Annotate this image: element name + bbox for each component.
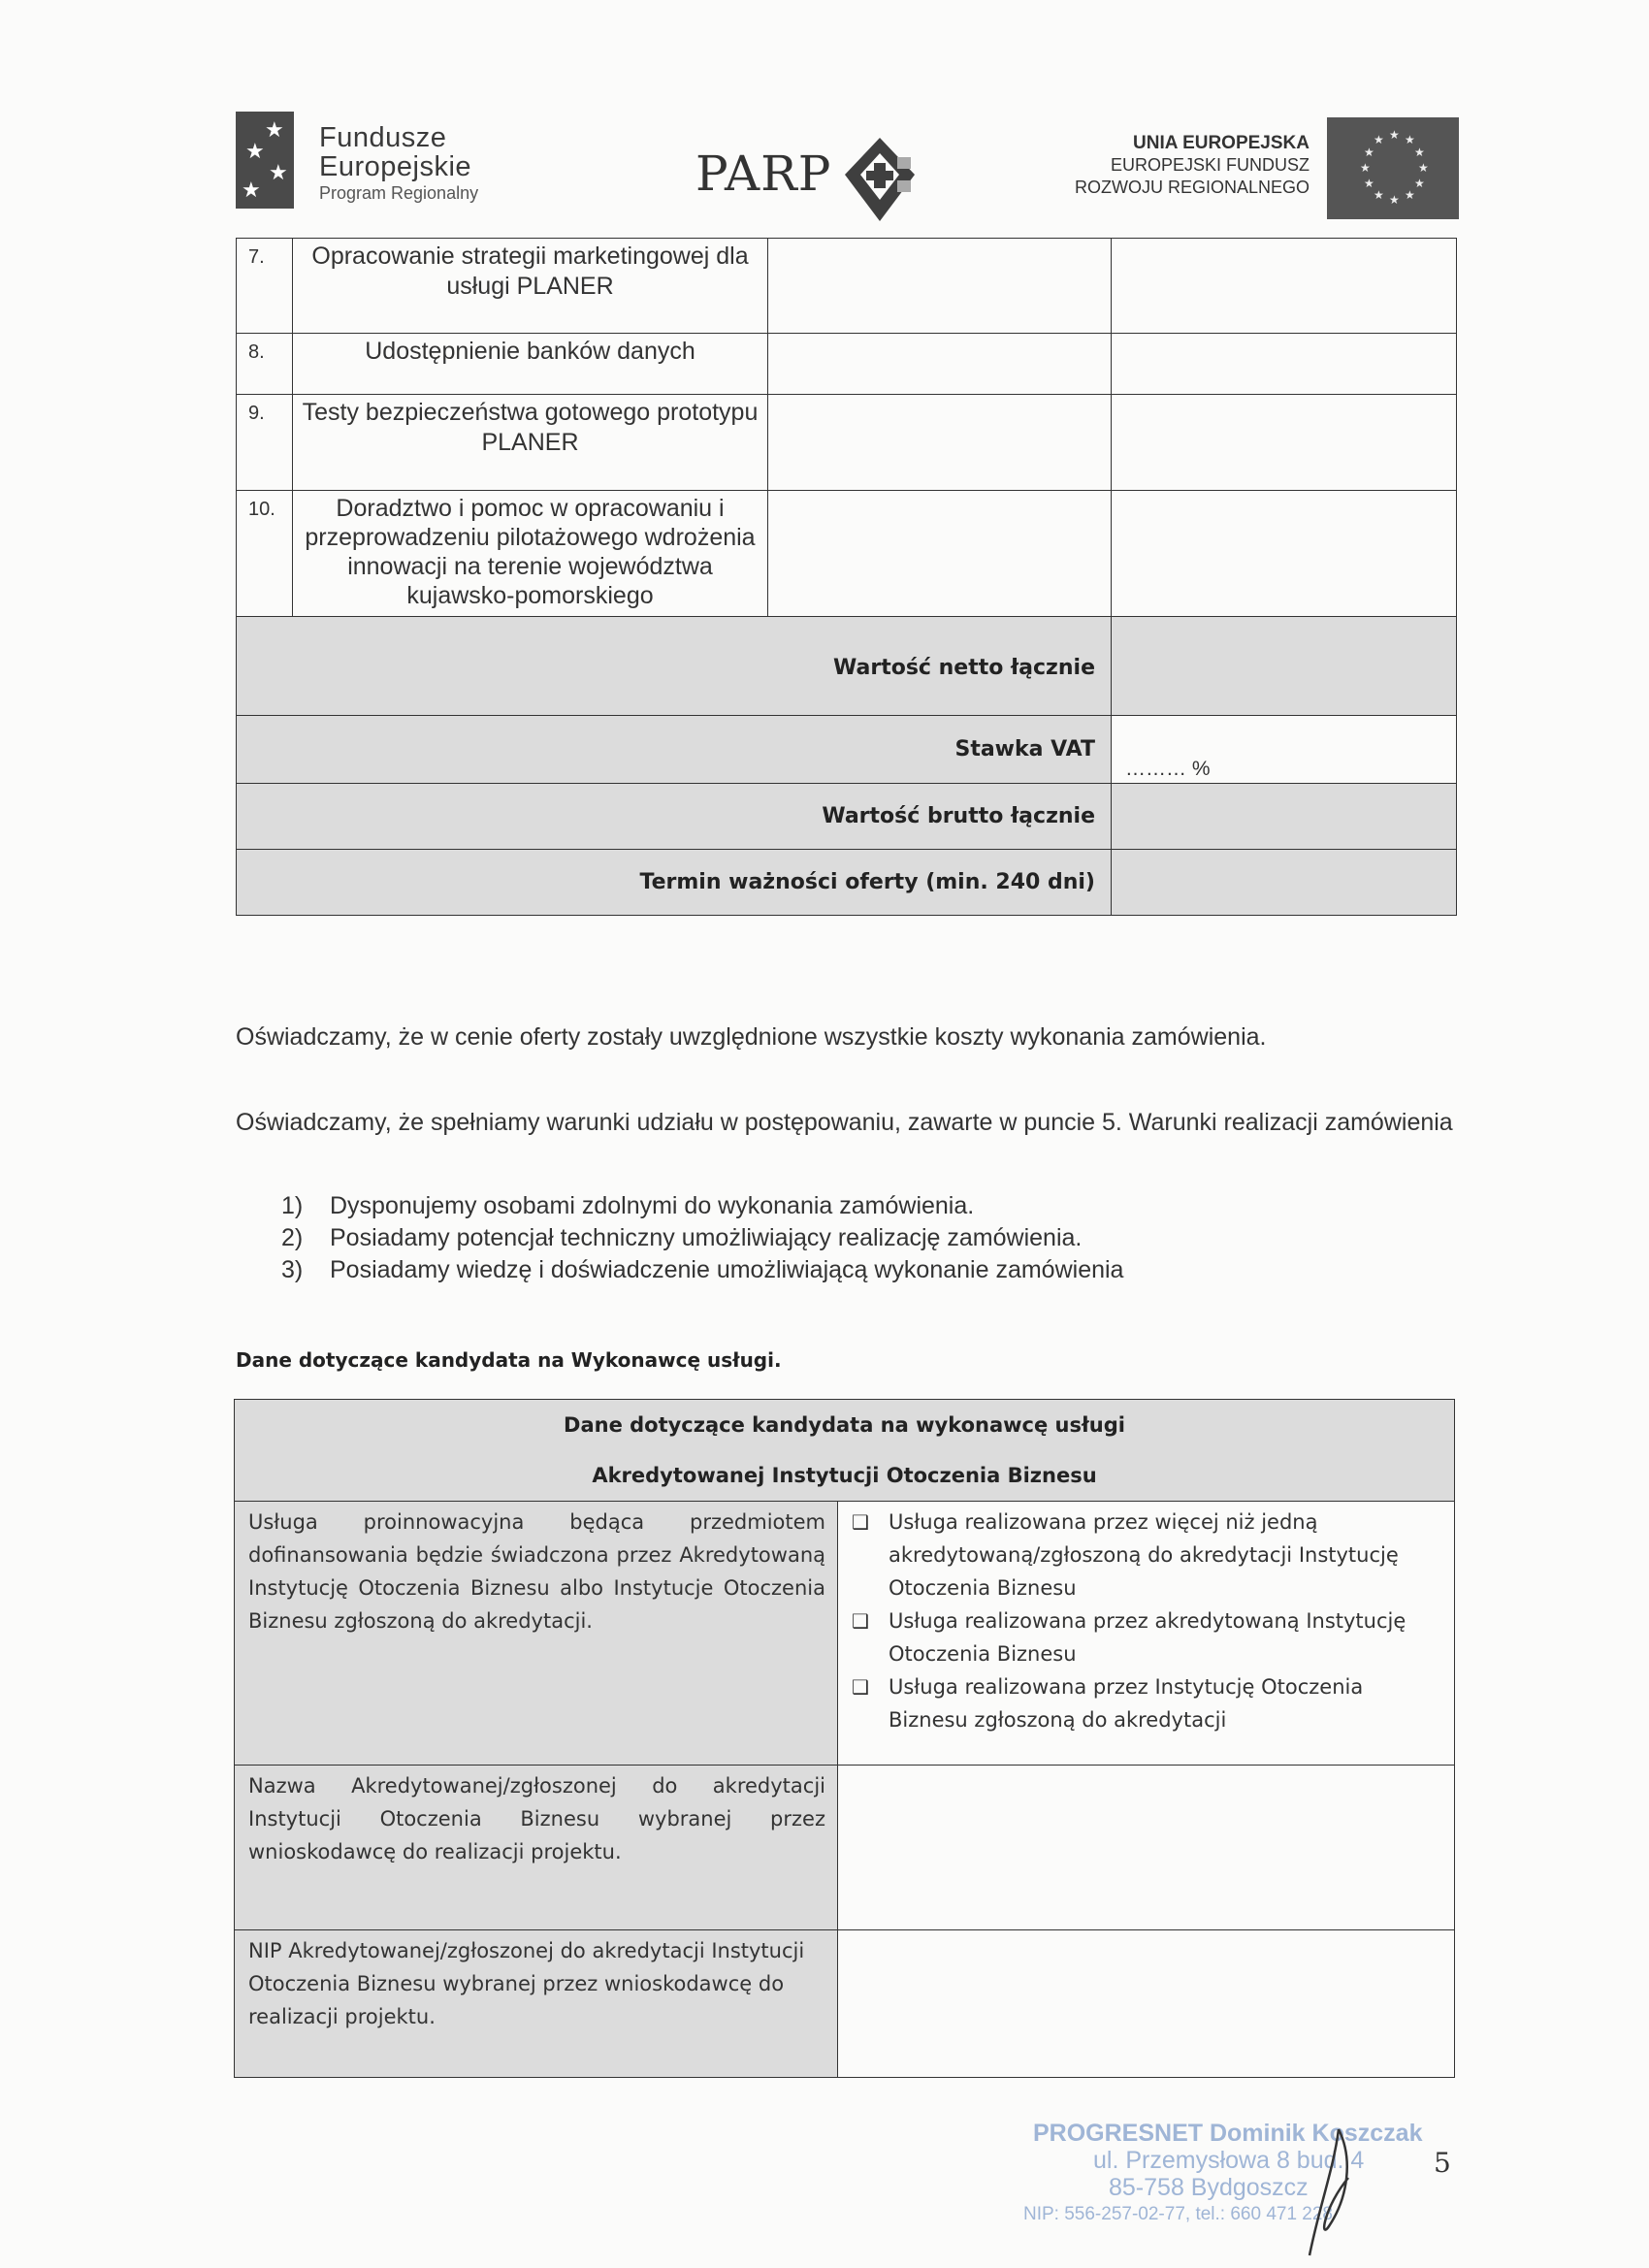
table-row bbox=[235, 1930, 1455, 2078]
eu-line2: EUROPEJSKI FUNDUSZ bbox=[1110, 155, 1310, 175]
parp-logo bbox=[695, 136, 948, 228]
net-price-cell[interactable] bbox=[768, 334, 1112, 395]
net-price-cell[interactable] bbox=[768, 491, 1112, 617]
table-row bbox=[235, 1502, 1455, 1766]
svg-text:★: ★ bbox=[1405, 133, 1415, 146]
svg-text:★: ★ bbox=[1360, 161, 1371, 175]
row-number: 8. bbox=[237, 334, 293, 395]
eu-text-block bbox=[1057, 132, 1310, 199]
row-number: 9. bbox=[237, 395, 293, 491]
svg-text:★: ★ bbox=[1374, 188, 1384, 202]
fe-line2: Europejskie bbox=[319, 151, 472, 182]
checkbox-icon[interactable]: ❑ bbox=[852, 1510, 869, 1534]
service-type-label: Usługa proinnowacyjna będąca przedmiotem dofinansowania będzie świadczona przez Akredytowaną Instytucję Otoczenia Biznesu albo Instytucje Otoczenia Biznesu zgłoszoną do akredytacji. bbox=[235, 1502, 838, 1766]
option-submitted-institution[interactable] bbox=[852, 1670, 1444, 1736]
row-number: 10. bbox=[237, 491, 293, 617]
candidate-header-row bbox=[235, 1400, 1455, 1502]
eu-line3: ROZWOJU REGIONALNEGO bbox=[1074, 178, 1310, 197]
option-label: Usługa realizowana przez więcej niż jedną akredytowaną/zgłoszoną do akredytacji Instytucję Otoczenia Biznesu bbox=[889, 1510, 1399, 1600]
gross-price-cell[interactable] bbox=[1112, 239, 1457, 334]
page-number: 5 bbox=[1434, 2147, 1451, 2179]
checkbox-icon[interactable]: ❑ bbox=[852, 1609, 869, 1633]
gross-price-cell[interactable] bbox=[1112, 334, 1457, 395]
row-number: 7. bbox=[237, 239, 293, 334]
list-text: Posiadamy wiedzę i doświadczenie umożliwiającą wykonanie zamówienia bbox=[330, 1256, 1124, 1283]
header-line1: Dane dotyczące kandydata na wykonawcę usługi bbox=[564, 1413, 1125, 1437]
institution-name-label: Nazwa Akredytowanej/zgłoszonej do akredytacji Instytucji Otoczenia Biznesu wybranej przez wnioskodawcę do realizacji projektu. bbox=[235, 1766, 838, 1930]
row-description: Testy bezpieczeństwa gotowego prototypu PLANER bbox=[293, 395, 768, 491]
svg-text:★: ★ bbox=[1418, 161, 1429, 175]
option-multiple-institutions[interactable] bbox=[852, 1506, 1444, 1604]
table-row bbox=[237, 395, 1457, 491]
table-row bbox=[237, 334, 1457, 395]
institution-nip-field[interactable] bbox=[838, 1930, 1455, 2078]
list-number: 2) bbox=[281, 1224, 304, 1251]
list-item bbox=[281, 1190, 1123, 1222]
stamp-line4: NIP: 556-257-02-77, tel.: 660 471 228 bbox=[1023, 2204, 1334, 2224]
service-type-options bbox=[838, 1502, 1455, 1766]
parp-diamond-icon bbox=[841, 136, 919, 223]
net-total-row bbox=[237, 617, 1457, 716]
validity-row bbox=[237, 850, 1457, 916]
svg-text:★: ★ bbox=[1364, 146, 1374, 159]
table-row bbox=[237, 239, 1457, 334]
gross-total-row bbox=[237, 784, 1457, 850]
validity-label: Termin ważności oferty (min. 240 dni) bbox=[237, 850, 1112, 916]
svg-text:★: ★ bbox=[1364, 177, 1374, 190]
vat-row bbox=[237, 716, 1457, 784]
svg-text:★: ★ bbox=[1414, 146, 1425, 159]
fe-line3: Program Regionalny bbox=[319, 183, 479, 203]
signature bbox=[1280, 2120, 1397, 2265]
institution-name-field[interactable] bbox=[838, 1766, 1455, 1930]
row-description: Opracowanie strategii marketingowej dla usługi PLANER bbox=[293, 239, 768, 334]
eu-stars-flag-icon: ★ ★ ★ ★ bbox=[236, 112, 294, 209]
conditions-list bbox=[281, 1190, 1123, 1286]
list-item bbox=[281, 1222, 1123, 1254]
offer-table bbox=[236, 238, 1457, 916]
candidate-section-title: Dane dotyczące kandydata na Wykonawcę usługi. bbox=[236, 1348, 782, 1372]
gross-total-value[interactable] bbox=[1112, 784, 1457, 850]
net-total-value[interactable] bbox=[1112, 617, 1457, 716]
institution-nip-label: NIP Akredytowanej/zgłoszonej do akredytacji Instytucji Otoczenia Biznesu wybranej przez wnioskodawcę do realizacji projektu. bbox=[235, 1930, 838, 2078]
checkbox-icon[interactable]: ❑ bbox=[852, 1675, 869, 1699]
candidate-table bbox=[234, 1399, 1455, 2078]
gross-price-cell[interactable] bbox=[1112, 395, 1457, 491]
stamp-line2: ul. Przemysłowa 8 bud. 4 bbox=[1093, 2147, 1365, 2174]
fe-line1: Fundusze bbox=[319, 122, 447, 153]
option-label: Usługa realizowana przez akredytowaną Instytucję Otoczenia Biznesu bbox=[889, 1609, 1406, 1666]
statement-conditions: Oświadczamy, że spełniamy warunki udziału w postępowaniu, zawarte w puncie 5. Warunki realizacji zamówienia bbox=[236, 1109, 1453, 1136]
candidate-table-header bbox=[235, 1400, 1455, 1502]
svg-text:★: ★ bbox=[1389, 128, 1400, 142]
validity-value[interactable] bbox=[1112, 850, 1457, 916]
list-text: Dysponujemy osobami zdolnymi do wykonania zamówienia. bbox=[330, 1192, 975, 1219]
statement-costs: Oświadczamy, że w cenie oferty zostały uwzględnione wszystkie koszty wykonania zamówienia. bbox=[236, 1023, 1267, 1051]
table-row bbox=[235, 1766, 1455, 1930]
list-number: 1) bbox=[281, 1192, 304, 1219]
list-item bbox=[281, 1254, 1123, 1286]
list-text: Posiadamy potencjał techniczny umożliwiający realizację zamówienia. bbox=[330, 1224, 1083, 1251]
net-price-cell[interactable] bbox=[768, 239, 1112, 334]
option-accredited-institution[interactable] bbox=[852, 1604, 1444, 1670]
gross-price-cell[interactable] bbox=[1112, 491, 1457, 617]
row-description: Doradztwo i pomoc w opracowaniu i przeprowadzeniu pilotażowego wdrożenia innowacji na terenie województwa kujawsko-pomorskiego bbox=[293, 491, 768, 617]
list-number: 3) bbox=[281, 1256, 304, 1283]
gross-total-label: Wartość brutto łącznie bbox=[237, 784, 1112, 850]
row-description: Udostępnienie banków danych bbox=[293, 334, 768, 395]
net-price-cell[interactable] bbox=[768, 395, 1112, 491]
stamp-line1: PROGRESNET Dominik Koszczak bbox=[1033, 2120, 1423, 2147]
vat-rate-label: Stawka VAT bbox=[237, 716, 1112, 784]
stamp-line3: 85-758 Bydgoszcz bbox=[1109, 2174, 1309, 2201]
net-total-label: Wartość netto łącznie bbox=[237, 617, 1112, 716]
svg-text:★: ★ bbox=[1374, 133, 1384, 146]
svg-text:★: ★ bbox=[1405, 188, 1415, 202]
table-row bbox=[237, 491, 1457, 617]
eu-line1: UNIA EUROPEJSKA bbox=[1133, 133, 1310, 153]
vat-rate-value[interactable]: ……… % bbox=[1112, 716, 1457, 784]
header-line2: Akredytowanej Instytucji Otoczenia Biznesu bbox=[592, 1464, 1097, 1487]
svg-text:★: ★ bbox=[1389, 193, 1400, 207]
parp-wordmark: PARP bbox=[695, 146, 832, 202]
option-label: Usługa realizowana przez Instytucję Otoczenia Biznesu zgłoszoną do akredytacji bbox=[889, 1675, 1364, 1732]
svg-text:★: ★ bbox=[1414, 177, 1425, 190]
eu-flag-icon bbox=[1327, 117, 1459, 219]
fundusze-europejskie-logo bbox=[236, 110, 527, 216]
